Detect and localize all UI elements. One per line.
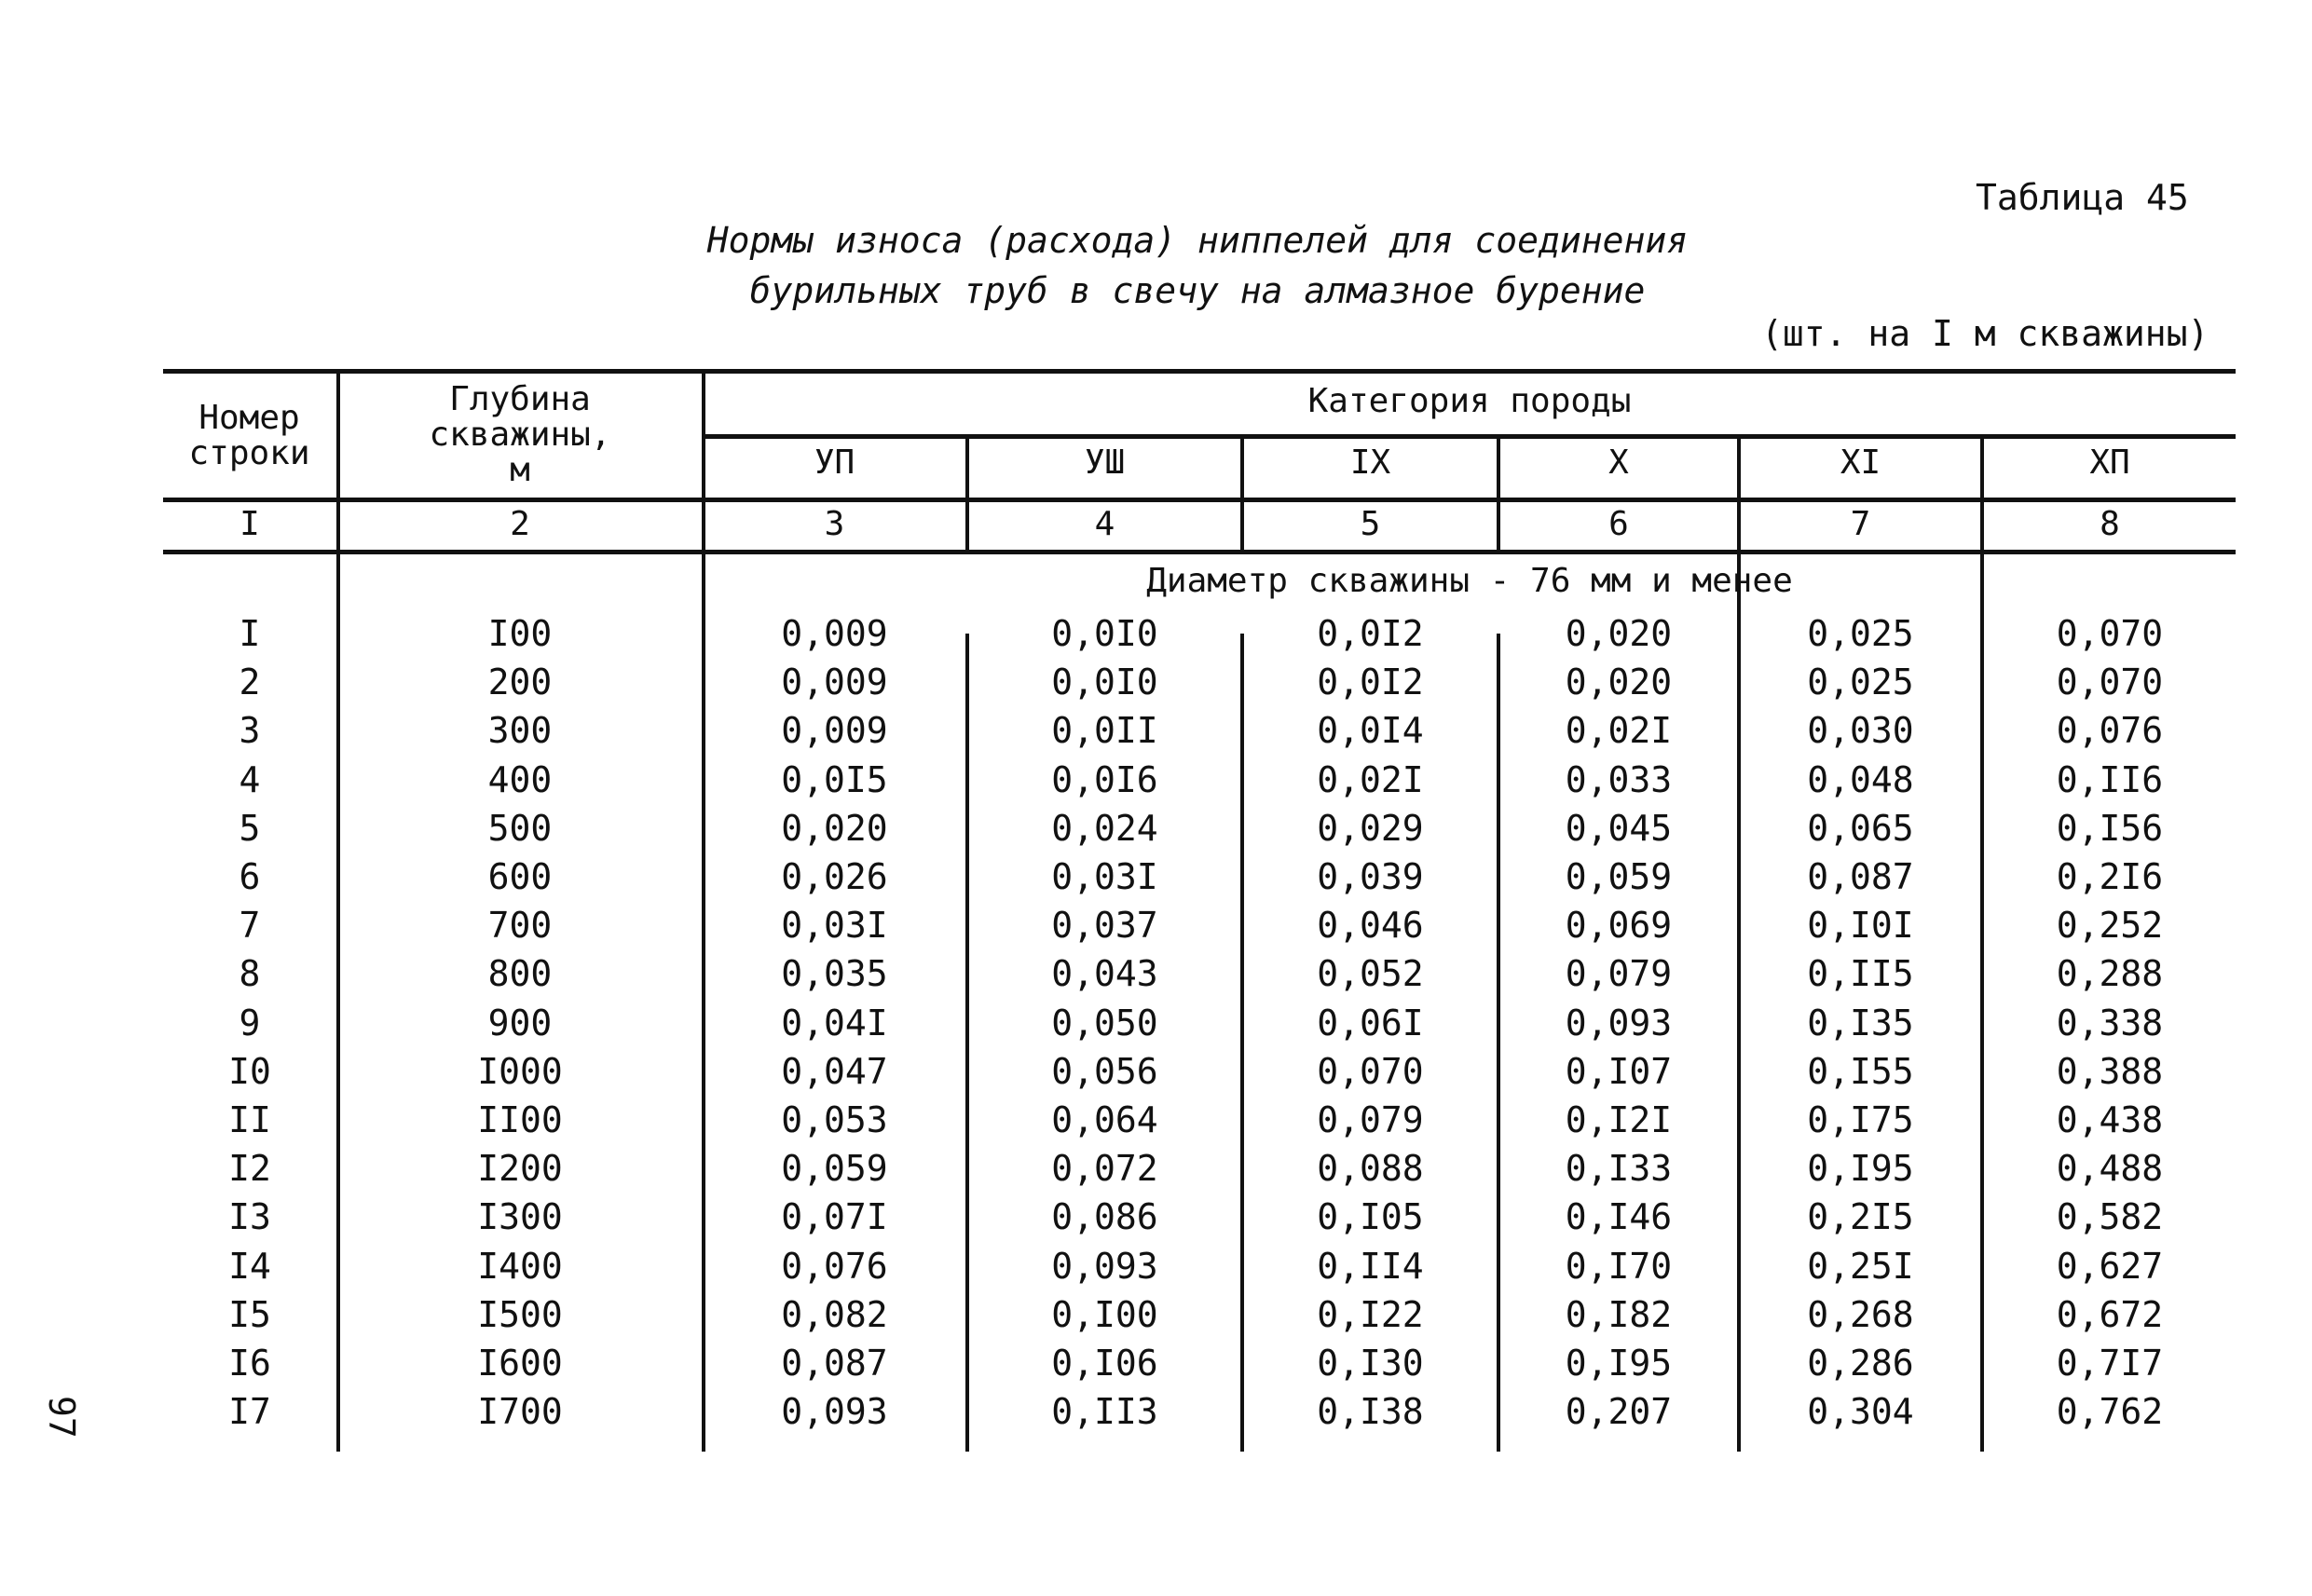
table-cell: 0,048: [1807, 758, 1914, 800]
table-cell: 0,25I: [1807, 1245, 1914, 1287]
table-cell: 0,009: [781, 710, 888, 752]
table-cell: 0,046: [1317, 905, 1424, 947]
table-cell: 0,037: [1051, 905, 1158, 947]
header-cat-6: ХП: [2089, 443, 2130, 482]
table-cell: I400: [477, 1245, 563, 1287]
table-cell: 0,0I0: [1051, 613, 1158, 654]
table-cell: 6: [239, 856, 261, 897]
table-cell: 0,304: [1807, 1391, 1914, 1433]
header-cat-3: IX: [1349, 443, 1391, 482]
table-cell: 0,2I5: [1807, 1196, 1914, 1238]
table-cell: 0,093: [1565, 1002, 1673, 1044]
table-cell: 0,0II: [1051, 710, 1158, 752]
table-cell: 0,030: [1807, 710, 1914, 752]
table-cell: 0,I82: [1565, 1293, 1673, 1335]
table-cell: 0,052: [1317, 953, 1424, 995]
table-cell: 0,I75: [1807, 1099, 1914, 1140]
col-number-3: 3: [824, 505, 845, 543]
table-cell: 0,045: [1565, 807, 1673, 849]
table-cell: 0,0I0: [1051, 662, 1158, 703]
table-cell: 0,043: [1051, 953, 1158, 995]
col-number-1: I: [239, 505, 260, 543]
column-numbers-rule: [163, 550, 2236, 554]
table-cell: 0,039: [1317, 856, 1424, 897]
table-cell: 0,07I: [781, 1196, 888, 1238]
col-number-6: 6: [1608, 505, 1629, 543]
header-cat-5: XI: [1840, 443, 1881, 482]
table-cell: 0,009: [781, 613, 888, 654]
table-cell: I4: [228, 1245, 271, 1287]
table-cell: 0,I33: [1565, 1148, 1673, 1190]
table-cell: 0,065: [1807, 807, 1914, 849]
table-cell: 900: [487, 1002, 553, 1044]
table-cell: 0,06I: [1317, 1002, 1424, 1044]
table-cell: 0,050: [1051, 1002, 1158, 1044]
table-cell: 0,082: [781, 1293, 888, 1335]
table-top-rule: [163, 369, 2236, 374]
table-label: Таблица 45: [1976, 177, 2189, 218]
table-cell: I2: [228, 1148, 271, 1190]
table-cell: 0,072: [1051, 1148, 1158, 1190]
table-cell: I5: [228, 1293, 271, 1335]
table-cell: 0,II3: [1051, 1391, 1158, 1433]
table-cell: 5: [239, 807, 261, 849]
table-cell: 0,I07: [1565, 1050, 1673, 1092]
table-cell: 0,088: [1317, 1148, 1424, 1190]
col-number-8: 8: [2100, 505, 2120, 543]
table-cell: I7: [228, 1391, 271, 1433]
section-label: Диаметр скважины - 76 мм и менее: [1146, 562, 1793, 600]
table-cell: 0,438: [2056, 1099, 2164, 1140]
table-cell: 0,I05: [1317, 1196, 1424, 1238]
table-cell: 0,582: [2056, 1196, 2164, 1238]
header-row-no: Номер строки: [188, 399, 310, 472]
table-cell: 300: [487, 710, 553, 752]
table-cell: 0,I55: [1807, 1050, 1914, 1092]
table-cell: 0,076: [2056, 710, 2164, 752]
table-title-line2: бурильных труб в свечу на алмазное бурение: [749, 270, 1646, 311]
table-cell: 0,020: [1565, 613, 1673, 654]
table-cell: I300: [477, 1196, 563, 1238]
table-cell: 4: [239, 758, 261, 800]
table-cell: 2: [239, 662, 261, 703]
table-cell: 600: [487, 856, 553, 897]
table-cell: 0,627: [2056, 1245, 2164, 1287]
header-depth: Глубина скважины, м: [429, 380, 611, 489]
table-cell: 0,II5: [1807, 953, 1914, 995]
table-cell: 0,079: [1565, 953, 1673, 995]
table-cell: I3: [228, 1196, 271, 1238]
table-cell: 0,I46: [1565, 1196, 1673, 1238]
table-cell: 0,I38: [1317, 1391, 1424, 1433]
table-cell: 0,672: [2056, 1293, 2164, 1335]
table-cell: I600: [477, 1343, 563, 1384]
table-cell: 0,03I: [1051, 856, 1158, 897]
table-cell: 400: [487, 758, 553, 800]
table-cell: 0,02I: [1565, 710, 1673, 752]
table-cell: 0,338: [2056, 1002, 2164, 1044]
table-cell: 0,056: [1051, 1050, 1158, 1092]
table-cell: 0,059: [781, 1148, 888, 1190]
table-cell: 0,I22: [1317, 1293, 1424, 1335]
table-cell: I700: [477, 1391, 563, 1433]
table-cell: I000: [477, 1050, 563, 1092]
table-cell: 0,288: [2056, 953, 2164, 995]
table-cell: 0,087: [781, 1343, 888, 1384]
table-cell: 0,388: [2056, 1050, 2164, 1092]
table-cell: 0,I35: [1807, 1002, 1914, 1044]
header-cat-2: УШ: [1084, 443, 1126, 482]
table-cell: 0,079: [1317, 1099, 1424, 1140]
table-cell: 9: [239, 1002, 261, 1044]
table-cell: 0,093: [1051, 1245, 1158, 1287]
table-cell: 0,I56: [2056, 807, 2164, 849]
header-cat-1: УП: [814, 443, 855, 482]
table-cell: 0,252: [2056, 905, 2164, 947]
table-cell: 8: [239, 953, 261, 995]
header-category: Категория породы: [1307, 382, 1632, 420]
table-cell: 0,02I: [1317, 758, 1424, 800]
table-cell: 0,762: [2056, 1391, 2164, 1433]
table-cell: 0,026: [781, 856, 888, 897]
table-cell: 0,I2I: [1565, 1099, 1673, 1140]
page-number: 97: [41, 1396, 82, 1439]
table-cell: 0,025: [1807, 613, 1914, 654]
table-cell: 0,0I6: [1051, 758, 1158, 800]
table-cell: 0,093: [781, 1391, 888, 1433]
table-cell: 0,059: [1565, 856, 1673, 897]
header-cat-4: X: [1608, 443, 1629, 482]
table-cell: 0,009: [781, 662, 888, 703]
table-cell: 0,2I6: [2056, 856, 2164, 897]
table-cell: 0,I95: [1565, 1343, 1673, 1384]
table-cell: 7: [239, 905, 261, 947]
units-note: (шт. на I м скважины): [1761, 313, 2209, 354]
table-cell: 0,0I5: [781, 758, 888, 800]
table-cell: I: [239, 613, 261, 654]
table-cell: 0,286: [1807, 1343, 1914, 1384]
table-cell: 0,0I4: [1317, 710, 1424, 752]
col-number-2: 2: [510, 505, 530, 543]
table-cell: 0,I70: [1565, 1245, 1673, 1287]
table-cell: II: [228, 1099, 271, 1140]
table-cell: 500: [487, 807, 553, 849]
table-cell: 0,0I2: [1317, 662, 1424, 703]
table-cell: 0,0I2: [1317, 613, 1424, 654]
table-cell: 0,I06: [1051, 1343, 1158, 1384]
table-cell: 0,I00: [1051, 1293, 1158, 1335]
table-cell: 0,I30: [1317, 1343, 1424, 1384]
table-cell: 0,II6: [2056, 758, 2164, 800]
table-cell: I500: [477, 1293, 563, 1335]
table-cell: 0,035: [781, 953, 888, 995]
table-cell: 3: [239, 710, 261, 752]
table-cell: 0,076: [781, 1245, 888, 1287]
table-cell: 0,207: [1565, 1391, 1673, 1433]
table-cell: 0,II4: [1317, 1245, 1424, 1287]
table-cell: 0,020: [1565, 662, 1673, 703]
col-number-4: 4: [1094, 505, 1115, 543]
table-cell: 0,064: [1051, 1099, 1158, 1140]
table-cell: 700: [487, 905, 553, 947]
table-cell: II00: [477, 1099, 563, 1140]
category-rule: [704, 434, 2236, 439]
table-cell: 0,025: [1807, 662, 1914, 703]
table-cell: 0,I0I: [1807, 905, 1914, 947]
table-cell: I00: [487, 613, 553, 654]
table-cell: 0,488: [2056, 1148, 2164, 1190]
table-cell: 200: [487, 662, 553, 703]
table-cell: 0,069: [1565, 905, 1673, 947]
table-cell: I200: [477, 1148, 563, 1190]
table-cell: 0,020: [781, 807, 888, 849]
table-cell: 0,033: [1565, 758, 1673, 800]
table-cell: 800: [487, 953, 553, 995]
table-cell: 0,070: [2056, 613, 2164, 654]
col-number-5: 5: [1360, 505, 1381, 543]
table-cell: 0,070: [2056, 662, 2164, 703]
table-cell: I6: [228, 1343, 271, 1384]
header-bottom-rule: [163, 498, 2236, 502]
table-cell: 0,047: [781, 1050, 888, 1092]
table-cell: 0,7I7: [2056, 1343, 2164, 1384]
table-cell: 0,I95: [1807, 1148, 1914, 1190]
table-cell: 0,087: [1807, 856, 1914, 897]
table-cell: 0,053: [781, 1099, 888, 1140]
table-cell: 0,070: [1317, 1050, 1424, 1092]
table-cell: 0,086: [1051, 1196, 1158, 1238]
table-cell: 0,024: [1051, 807, 1158, 849]
table-cell: I0: [228, 1050, 271, 1092]
table-cell: 0,268: [1807, 1293, 1914, 1335]
table-cell: 0,03I: [781, 905, 888, 947]
col-number-7: 7: [1850, 505, 1871, 543]
table-title-line1: Нормы износа (расхода) ниппелей для соединения: [706, 220, 1689, 261]
table-cell: 0,04I: [781, 1002, 888, 1044]
table-cell: 0,029: [1317, 807, 1424, 849]
